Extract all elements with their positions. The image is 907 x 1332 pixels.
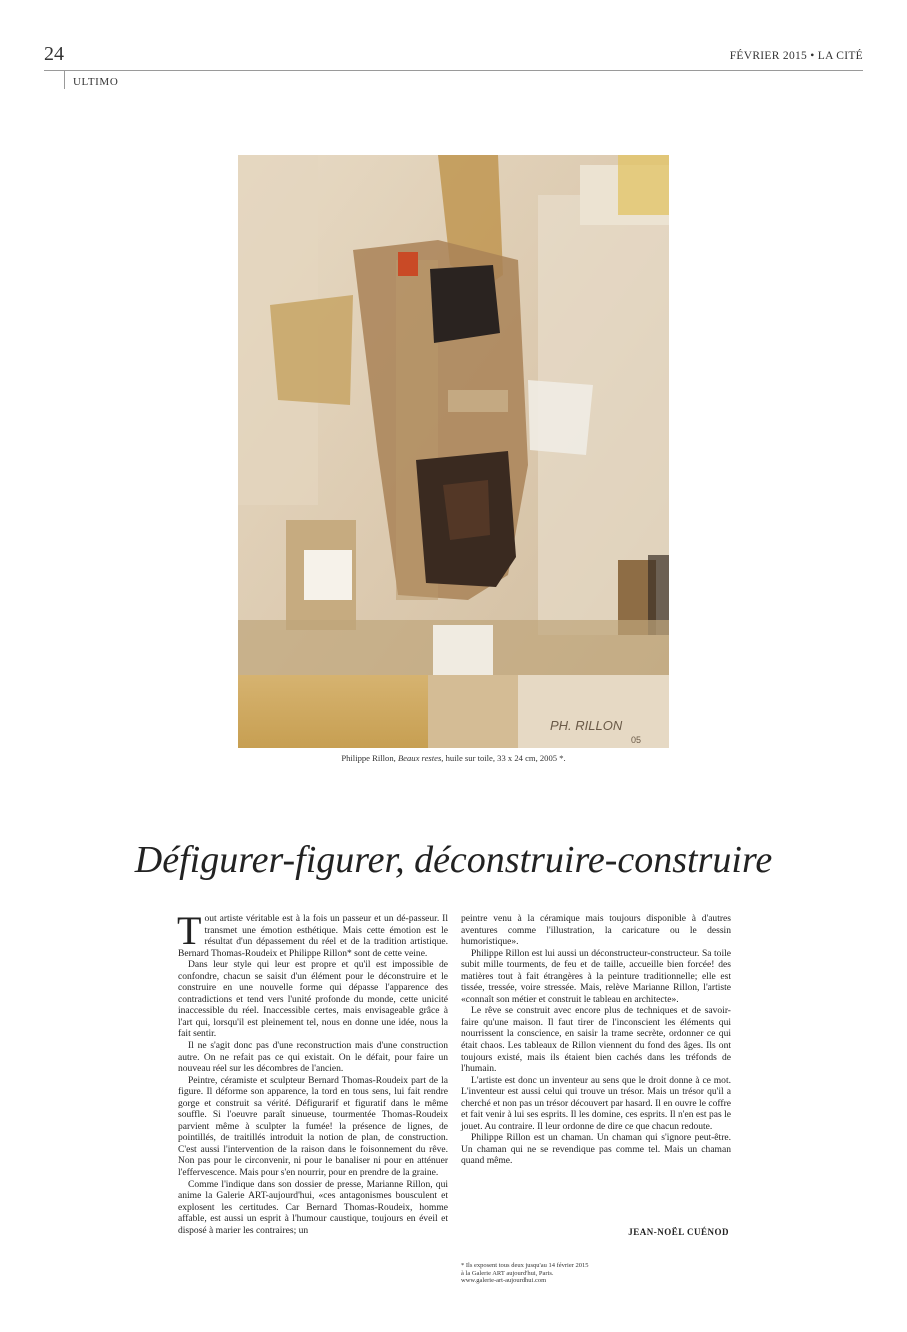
section-divider-tick [64, 71, 65, 89]
caption-title: Beaux restes [397, 753, 442, 763]
painting-signature-year: 05 [631, 735, 642, 745]
author-byline: JEAN-NOËL CUÉNOD [628, 1227, 729, 1237]
article-paragraph: Le rêve se construit avec encore plus de techniques et de savoir-faire qu'une maison. Il faut tirer de l'inconscient les éléments qui nourrissent la conscience, en saisir la trame secrète, ordonner ce qui était chaos. Les tableaux de Rillon viennent du fond des âges. Ils ont toujours existé, mais ils étaient bien cachés dans les tréfonds de l'humain. [461, 1005, 731, 1075]
article-paragraph: peintre venu à la céramique mais toujours disponible à d'autres aventures comme l'illustration, la caricature ou le dessin humoristique». [461, 913, 731, 948]
caption-suffix: , huile sur toile, 33 x 24 cm, 2005 *. [441, 753, 566, 763]
figure-caption [238, 753, 669, 763]
footnote-line: www.galerie-art-aujourdhui.com [461, 1277, 547, 1285]
painting-image [238, 155, 669, 748]
footnote [461, 1262, 641, 1285]
article-headline: Défigurer-figurer, déconstruire-construire [134, 839, 773, 881]
article-paragraph: Comme l'indique dans son dossier de presse, Marianne Rillon, qui anime la Galerie ART-aujourd'hui, «ces antagonismes bousculent et explosent les certitudes. Car Bernard Thomas-Roudeix, homme affable, est aussi un esprit à l'humour caustique, toujours en éveil et disposé à marier les contraires; un [178, 1178, 448, 1236]
article-paragraph: L'artiste est donc un inventeur au sens que le droit donne à ce mot. L'inventeur est aussi celui qui trouve un trésor. Mais un trésor qu'il a cherché et non pas un trésor découvert par hasard. Il en ouvre le coffre et fait venir à lui ses esprits. Il les domine, ces esprits. Il n'en est pas le jouet. Au contraire. Il leur ordonne de dire ce que chacun redoute. [461, 1074, 731, 1132]
paragraph-text: out artiste véritable est à la fois un passeur et un dé-passeur. Il transmet une émotion esthétique. Mais cette émotion est le résultat d'un dépassement du réel et de la tradition artistique. Bernard Thomas-Roudeix et Philippe Rillon* sont de cette veine. [178, 913, 448, 959]
header-rule [44, 70, 863, 71]
article-paragraph: Il ne s'agit donc pas d'une reconstruction mais d'une construction autre. On ne refait pas ce qui existait. On le défait, pour faire un nouveau réel sur les décombres de l'ancien. [178, 1040, 448, 1075]
article-paragraph: Philippe Rillon est un chaman. Un chaman qui s'ignore peut-être. Un chaman qui ne se revendique pas comme tel. Mais un chaman quand même. [461, 1132, 731, 1167]
masthead: FÉVRIER 2015 • LA CITÉ [729, 50, 863, 62]
article-paragraph: Peintre, céramiste et sculpteur Bernard Thomas-Roudeix part de la figure. Il déforme son apparence, la tord en tous sens, lui fait rendre gorge et construit sa vérité. Défigurarif et figuratif dans le même souffle. Si l'oeuvre paraît sinueuse, tourmentée Thomas-Roudeix parvient même à sculpter la fumée! la présence de lignes, de pointillés, de traitillés introduit la notion de plan, de construction. C'est aussi l'intervention de la raison dans le foisonnement du rêve. Non pas pour le circonvenir, ni pour le banaliser ni pour en atténuer l'effervescence. Mais pour s'en nourrir, pour en prendre de la graine. [178, 1074, 448, 1179]
article-paragraph: Dans leur style qui leur est propre et qu'il est impossible de confondre, chacun se saisit d'un élément pour le déconstruire et le construire en une nouvelle forme qui dépasse l'apparence des contradictions et tend vers l'unité profonde du monde, cette unicité inaccessible du réel. Inaccessible certes, mais envisageable grâce à l'art qui, lorsqu'il est pleinement tel, nous en donne une idée, nous la fait sentir. [178, 959, 448, 1040]
article-paragraph: Philippe Rillon est lui aussi un déconstructeur-constructeur. Sa toile subit mille tourments, de feu et de taille, accueille bien forcée! des matières tout à fait étrangères à la peinture traditionnelle; elle est tissée, tressée, voire stressée. Mais, relève Marianne Rillon, l'artiste «connaît son métier et construit le tableau en architecte». [461, 947, 731, 1005]
painting-signature: PH. RILLON [550, 718, 623, 733]
section-label: ULTIMO [73, 76, 119, 88]
drop-cap: T [177, 908, 202, 953]
article-column-right [461, 913, 731, 1167]
page-number: 24 [44, 43, 64, 65]
footnote-line: à la Galerie ART aujourd'hui, Paris. [461, 1269, 554, 1277]
footnote-line: * Ils exposent tous deux jusqu'au 14 février 2015 [461, 1262, 589, 1269]
article-paragraph [177, 908, 448, 959]
caption-prefix: Philippe Rillon, [341, 753, 398, 763]
article-column-left [177, 908, 448, 1236]
